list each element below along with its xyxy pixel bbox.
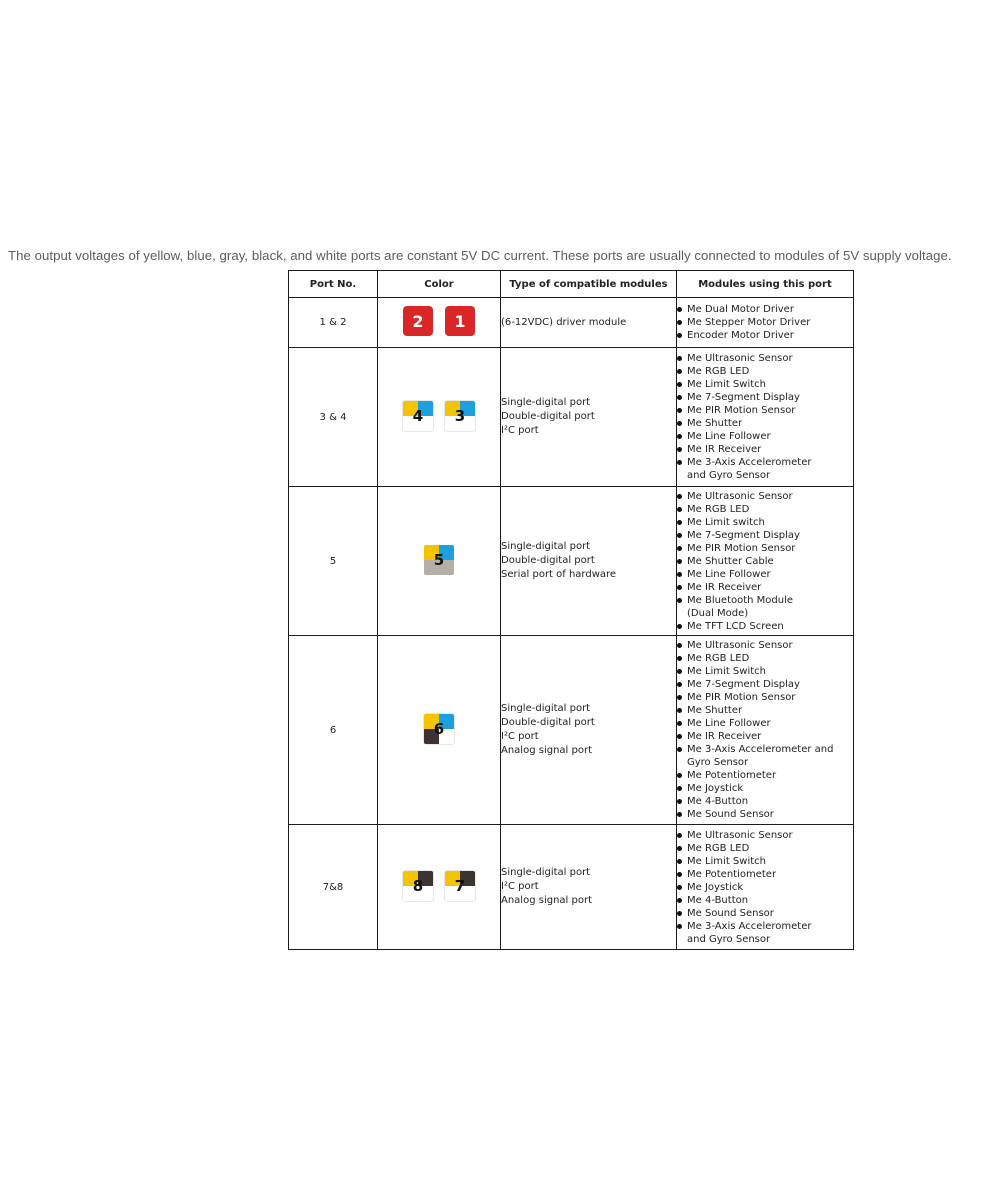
module-list: [677, 829, 853, 946]
list-item: Me Bluetooth Module: [677, 594, 853, 607]
table-row: [289, 348, 854, 487]
list-item: Me RGB LED: [677, 503, 853, 516]
port-color-chip: [403, 401, 433, 431]
list-item: Me Shutter Cable: [677, 555, 853, 568]
list-item: Me PIR Motion Sensor: [677, 404, 853, 417]
port-chip-number: 3: [454, 406, 466, 425]
port-number: 7&8: [289, 825, 378, 950]
header-type: Type of compatible modules: [501, 271, 677, 298]
port-color-cell: [378, 825, 501, 950]
type-line: Single-digital port: [501, 541, 591, 552]
port-chip-number: 8: [412, 876, 424, 895]
list-item: Me 4-Button: [677, 795, 853, 808]
list-item: Me RGB LED: [677, 842, 853, 855]
list-item: Me Potentiometer: [677, 868, 853, 881]
port-color-chip: [445, 871, 475, 901]
port-table: [288, 270, 854, 950]
list-item-continuation: Gyro Sensor: [687, 757, 749, 768]
list-item: Me Limit Switch: [677, 855, 853, 868]
type-line: Double-digital port: [501, 555, 595, 566]
port-chip-number: 1: [454, 311, 466, 331]
compatible-types: [501, 636, 677, 825]
list-item: Me 3-Axis Accelerometer: [677, 920, 853, 933]
compatible-types: [501, 487, 677, 636]
list-item: Me Line Follower: [677, 568, 853, 581]
list-item: Me Sound Sensor: [677, 808, 853, 821]
table-header-row: [289, 271, 854, 298]
port-chip-number: 7: [454, 876, 466, 895]
port-chip-number: 4: [412, 406, 424, 425]
table-row: [289, 636, 854, 825]
module-list: [677, 639, 853, 821]
list-item: Me Ultrasonic Sensor: [677, 829, 853, 842]
list-item: Me RGB LED: [677, 652, 853, 665]
list-item: Me IR Receiver: [677, 443, 853, 456]
port-color-chip: [424, 545, 454, 575]
list-item: Me Joystick: [677, 782, 853, 795]
module-list: [677, 352, 853, 482]
list-item: Me RGB LED: [677, 365, 853, 378]
port-number: 5: [289, 487, 378, 636]
list-item: Me Joystick: [677, 881, 853, 894]
list-item: Me Sound Sensor: [677, 907, 853, 920]
list-item: Me 4-Button: [677, 894, 853, 907]
list-item: Me Stepper Motor Driver: [677, 316, 853, 329]
module-list-cell: [677, 298, 854, 348]
list-item: Me IR Receiver: [677, 730, 853, 743]
type-line: Single-digital port: [501, 867, 591, 878]
list-item: Me 7-Segment Display: [677, 391, 853, 404]
compatible-types: [501, 298, 677, 348]
list-item: Me Potentiometer: [677, 769, 853, 782]
port-color-chip: [403, 871, 433, 901]
header-port-no: Port No.: [289, 271, 378, 298]
type-line: I²C port: [501, 731, 539, 742]
list-item-continuation: and Gyro Sensor: [687, 470, 771, 481]
port-chip-number: 6: [433, 719, 445, 738]
port-color-cell: [378, 298, 501, 348]
list-item-continuation: and Gyro Sensor: [687, 933, 771, 945]
list-item: Me 7-Segment Display: [677, 678, 853, 691]
type-line: Analog signal port: [501, 745, 592, 756]
port-chip-number: 5: [433, 550, 445, 569]
list-item: Me Ultrasonic Sensor: [677, 352, 853, 365]
list-item: Me Ultrasonic Sensor: [677, 490, 853, 503]
list-item: Me Dual Motor Driver: [677, 303, 853, 316]
type-line: Single-digital port: [501, 397, 591, 408]
port-color-chip: [445, 401, 475, 431]
compatible-types: [501, 825, 677, 950]
module-list: [677, 303, 853, 342]
list-item: Me Line Follower: [677, 430, 853, 443]
type-line: I²C port: [501, 425, 539, 436]
list-item: Me TFT LCD Screen: [677, 620, 853, 633]
header-modules: Modules using this port: [677, 271, 854, 298]
table-row: [289, 825, 854, 950]
list-item: Me Shutter: [677, 704, 853, 717]
type-line: Single-digital port: [501, 703, 591, 714]
module-list-cell: [677, 487, 854, 636]
list-item: Me 3-Axis Accelerometer and: [677, 743, 853, 756]
list-item: Me Limit Switch: [677, 378, 853, 391]
type-line: (6-12VDC) driver module: [501, 316, 627, 328]
list-item: Me 3-Axis Accelerometer: [677, 456, 853, 469]
type-line: I²C port: [501, 881, 539, 892]
list-item: Me Limit Switch: [677, 665, 853, 678]
list-item: Me PIR Motion Sensor: [677, 691, 853, 704]
table-row: [289, 298, 854, 348]
list-item: Encoder Motor Driver: [677, 329, 853, 342]
list-item: Me PIR Motion Sensor: [677, 542, 853, 555]
port-chip-number: 2: [412, 311, 424, 331]
type-line: Serial port of hardware: [501, 569, 617, 580]
table-row: [289, 487, 854, 636]
list-item: Me Shutter: [677, 417, 853, 430]
type-line: Double-digital port: [501, 717, 595, 728]
port-number: 1 & 2: [289, 298, 378, 348]
port-color-chip: [403, 306, 433, 336]
compatible-types: [501, 348, 677, 487]
list-item: Me Ultrasonic Sensor: [677, 639, 853, 652]
port-color-cell: [378, 348, 501, 487]
port-color-chip: [424, 714, 454, 744]
module-list-cell: [677, 636, 854, 825]
list-item: Me IR Receiver: [677, 581, 853, 594]
type-line: Double-digital port: [501, 411, 595, 422]
port-number: 6: [289, 636, 378, 825]
list-item-continuation: (Dual Mode): [687, 607, 749, 619]
port-number: 3 & 4: [289, 348, 378, 487]
list-item: Me Limit switch: [677, 516, 853, 529]
type-line: Analog signal port: [501, 895, 592, 906]
port-color-cell: [378, 487, 501, 636]
module-list: [677, 490, 853, 633]
port-color-cell: [378, 636, 501, 825]
port-color-chip: [445, 306, 475, 336]
header-color: Color: [378, 271, 501, 298]
list-item: Me 7-Segment Display: [677, 529, 853, 542]
list-item: Me Line Follower: [677, 717, 853, 730]
module-list-cell: [677, 825, 854, 950]
intro-text: The output voltages of yellow, blue, gray, black, and white ports are constant 5V DC current. These ports are usually connected to modules of 5V supply voltage.: [8, 248, 952, 263]
module-list-cell: [677, 348, 854, 487]
